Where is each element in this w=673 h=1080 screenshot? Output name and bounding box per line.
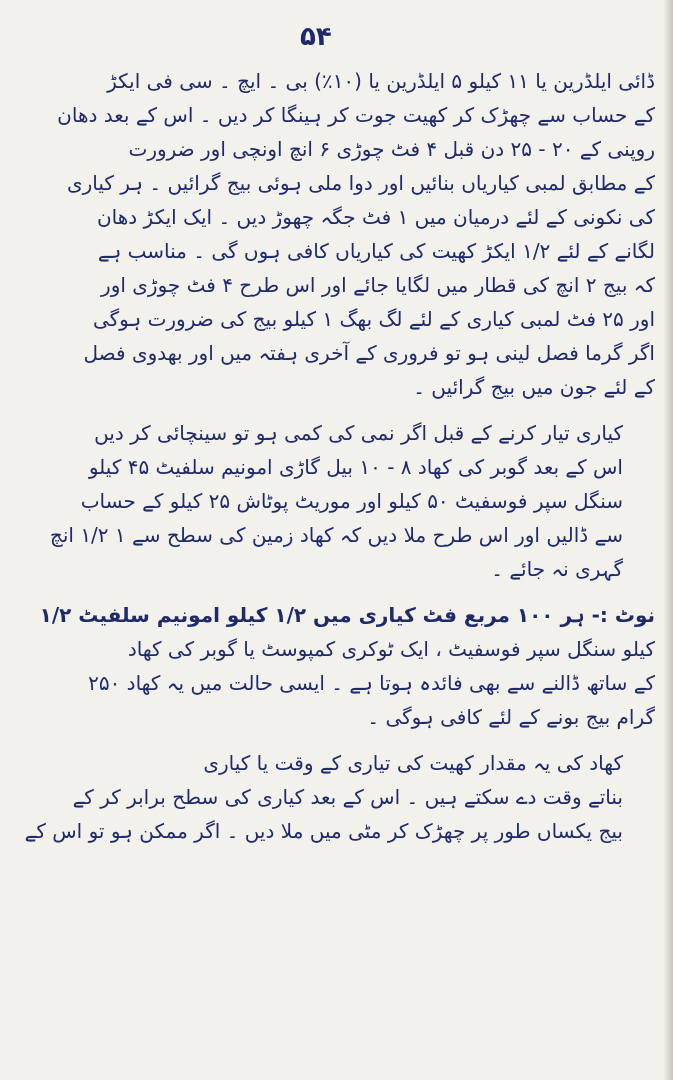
text-line: کیاری تیار کرنے کے قبل اگر نمی کی کمی ہو تو سینچائی کر دیں <box>94 421 623 445</box>
text-line: ڈائی ایلڈرین یا ۱۱ کیلو ۵ ایلڈرین یا (۱۰٪) بی ۔ ایچ ۔ سی فی ایکڑ <box>107 69 655 93</box>
text-line: اس کے بعد گوبر کی کھاد ۸ - ۱۰ بیل گاڑی امونیم سلفیٹ ۴۵ کیلو <box>88 455 623 479</box>
text-line: کے حساب سے چھڑک کر کھیت جوت کر ہینگا کر دیں ۔ اس کے بعد دھان <box>57 103 655 127</box>
page-number: ۵۴ <box>300 22 332 52</box>
text-line: سے ڈالیں اور اس طرح ملا دیں کہ کھاد زمین کی سطح سے ۱ ۱/۲ انچ <box>49 523 623 547</box>
page-text <box>10 64 655 860</box>
text-line: کہ بیج ۲ انچ کی قطار میں لگایا جائے اور اس طرح ۴ فٹ چوڑی اور <box>101 273 655 297</box>
text-line: لگانے کے لئے ۱/۲ ایکڑ کھیت کی کیاریاں کافی ہوں گی ۔ مناسب ہے <box>97 239 655 263</box>
page-binding-edge <box>663 0 673 1080</box>
text-line: اگر گرما فصل لینی ہو تو فروری کے آخری ہفتہ میں اور بھدوی فصل <box>83 341 655 365</box>
text-line: کے ساتھ ڈالنے سے بھی فائدہ ہوتا ہے ۔ ایسی حالت میں یہ کھاد ۲۵۰ <box>88 671 655 695</box>
note-paragraph <box>10 598 655 734</box>
text-line: کھاد کی یہ مقدار کھیت کی تیاری کے وقت یا کیاری <box>203 751 623 775</box>
text-line: گہری نہ جائے ۔ <box>491 557 623 581</box>
text-line: گرام بیج بونے کے لئے کافی ہوگی ۔ <box>367 705 655 729</box>
text-line: اور ۲۵ فٹ لمبی کیاری کے لئے لگ بھگ ۱ کیلو بیج کی ضرورت ہوگی <box>92 307 655 331</box>
paragraph-4 <box>10 746 655 848</box>
text-line: کے لئے جون میں بیج گرائیں ۔ <box>413 375 655 399</box>
text-line: کیلو سنگل سپر فوسفیٹ ، ایک ٹوکری کمپوسٹ یا گوبر کی کھاد <box>127 637 655 661</box>
text-line: بیج یکساں طور پر چھڑک کر مٹی میں ملا دیں ۔ اگر ممکن ہو تو اس کے <box>24 819 623 843</box>
text-line: کی نکونی کے لئے درمیان میں ۱ فٹ جگہ چھوڑ دیں ۔ ایک ایکڑ دھان <box>96 205 655 229</box>
paragraph-1 <box>10 64 655 404</box>
text-line: بناتے وقت دے سکتے ہیں ۔ اس کے بعد کیاری کی سطح برابر کر کے <box>72 785 623 809</box>
paragraph-2 <box>10 416 655 586</box>
text-line: نوٹ :- ہر ۱۰۰ مربع فٹ کیاری میں ۱/۲ کیلو امونیم سلفیٹ ۱/۲ <box>39 603 655 627</box>
text-line: کے مطابق لمبی کیاریاں بنائیں اور دوا ملی ہوئی بیج گرائیں ۔ ہر کیاری <box>66 171 655 195</box>
text-line: روپنی کے ۲۰ - ۲۵ دن قبل ۴ فٹ چوڑی ۶ انچ اونچی اور ضرورت <box>128 137 655 161</box>
text-line: سنگل سپر فوسفیٹ ۵۰ کیلو اور موریٹ پوٹاش ۲۵ کیلو کے حساب <box>80 489 623 513</box>
